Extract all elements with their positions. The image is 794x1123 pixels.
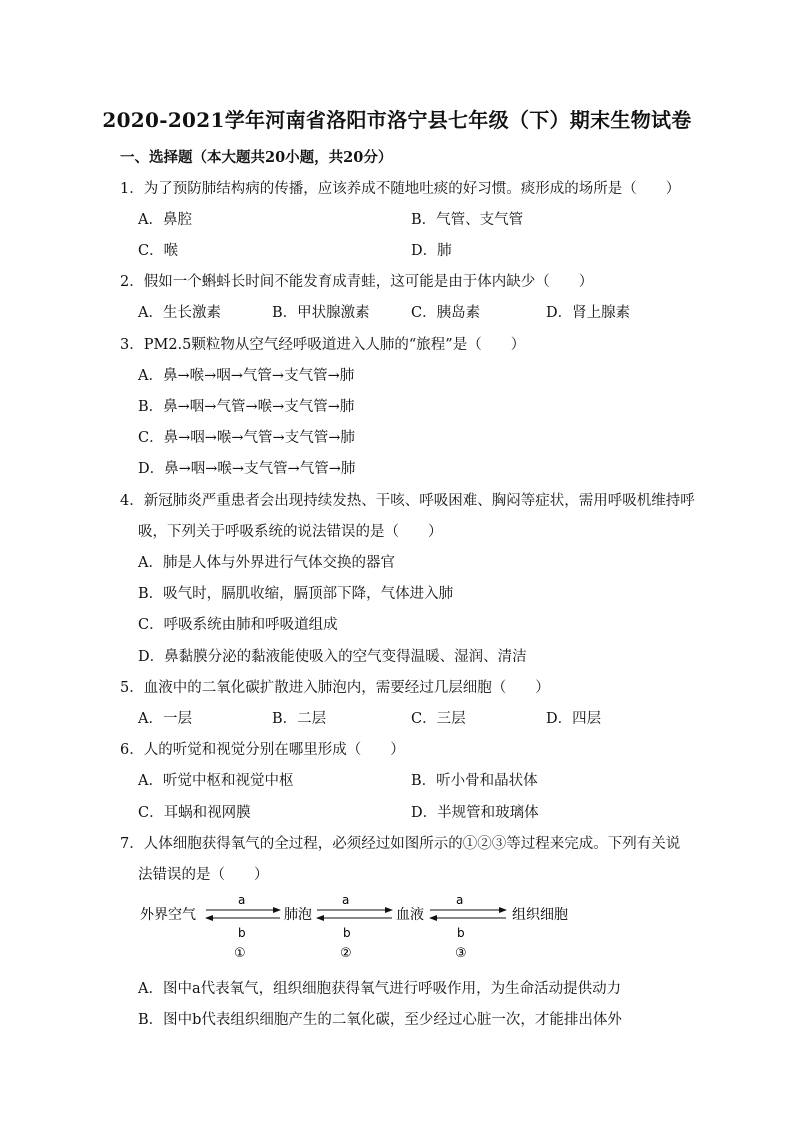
step-2-marker: ② [340, 946, 352, 961]
label-a-3: a [456, 893, 464, 907]
node-tissue-cells: 组织细胞 [512, 907, 568, 923]
label-b-2: b [343, 926, 351, 940]
step-3-marker: ③ [455, 946, 467, 961]
section-heading: 一、选择题（本大题共20小题，共20分） [120, 149, 393, 166]
question-7-option-a: A．图中a代表氧气，组织细胞获得氧气进行呼吸作用，为生命活动提供动力 [138, 981, 622, 997]
question-1-option-c: C．喉 [138, 243, 179, 259]
question-2-option-b: B．甲状腺激素 [272, 305, 370, 321]
question-7-option-b: B．图中b代表组织细胞产生的二氧化碳，至少经过心脏一次，才能排出体外 [138, 1012, 622, 1028]
question-5-option-a: A．一层 [138, 711, 192, 727]
question-5-option-c: C．三层 [411, 711, 466, 727]
label-b-3: b [457, 926, 465, 940]
question-3-option-d: D．鼻→咽→喉→支气管→气管→肺 [138, 461, 356, 477]
question-4-option-a: A．肺是人体与外界进行气体交换的器官 [138, 555, 395, 571]
question-4-stem-line-2: 吸，下列关于呼吸系统的说法错误的是（ ） [138, 524, 443, 540]
question-1-option-d: D．肺 [411, 243, 452, 259]
question-1-option-a: A．鼻腔 [138, 212, 192, 228]
question-7-stem-line-2: 法错误的是（ ） [138, 867, 269, 883]
question-4-option-b: B．吸气时，膈肌收缩，膈顶部下降，气体进入肺 [138, 586, 454, 602]
question-6-option-d: D．半规管和玻璃体 [411, 805, 539, 821]
gas-exchange-diagram [130, 888, 610, 966]
question-3-option-c: C．鼻→咽→喉→气管→支气管→肺 [138, 430, 355, 446]
question-2-stem: 2．假如一个蝌蚪长时间不能发育成青蛙，这可能是由于体内缺少（ ） [120, 274, 594, 290]
question-5-stem: 5．血液中的二氧化碳扩散进入肺泡内，需要经过几层细胞（ ） [120, 680, 550, 696]
question-4-option-c: C．呼吸系统由肺和呼吸道组成 [138, 617, 338, 633]
question-4-stem-line-1: 4．新冠肺炎严重患者会出现持续发热、干咳、呼吸困难、胸闷等症状，需用呼吸机维持呼 [120, 493, 695, 509]
question-5-option-d: D．四层 [546, 711, 602, 727]
step-1-marker: ① [234, 946, 246, 961]
node-blood: 血液 [396, 907, 424, 923]
question-6-option-c: C．耳蜗和视网膜 [138, 805, 251, 821]
label-a-2: a [342, 893, 350, 907]
question-3-stem: 3．PM2.5颗粒物从空气经呼吸道进入人肺的“旅程”是（ ） [120, 337, 526, 353]
question-3-option-b: B．鼻→咽→气管→喉→支气管→肺 [138, 399, 355, 415]
question-1-option-b: B．气管、支气管 [411, 212, 524, 228]
node-alveoli: 肺泡 [284, 907, 312, 923]
exam-title: 2020-2021学年河南省洛阳市洛宁县七年级（下）期末生物试卷 [102, 108, 692, 132]
question-2-option-d: D．肾上腺素 [546, 305, 631, 321]
question-7-stem-line-1: 7．人体细胞获得氧气的全过程，必须经过如图所示的①②③等过程来完成。下列有关说 [120, 836, 681, 852]
label-b-1: b [238, 926, 246, 940]
question-2-option-c: C．胰岛素 [411, 305, 481, 321]
question-6-stem: 6．人的听觉和视觉分别在哪里形成（ ） [120, 742, 405, 758]
node-external-air: 外界空气 [140, 907, 196, 923]
label-a-1: a [238, 893, 246, 907]
question-6-option-a: A．听觉中枢和视觉中枢 [138, 773, 294, 789]
question-2-option-a: A．生长激素 [138, 305, 221, 321]
question-1-stem: 1．为了预防肺结构病的传播，应该养成不随地吐痰的好习惯。痰形成的场所是（ ） [120, 181, 681, 197]
question-3-option-a: A．鼻→喉→咽→气管→支气管→肺 [138, 368, 355, 384]
question-6-option-b: B．听小骨和晶状体 [411, 773, 538, 789]
question-4-option-d: D．鼻黏膜分泌的黏液能使吸入的空气变得温暖、湿润、清洁 [138, 649, 527, 665]
question-5-option-b: B．二层 [272, 711, 327, 727]
